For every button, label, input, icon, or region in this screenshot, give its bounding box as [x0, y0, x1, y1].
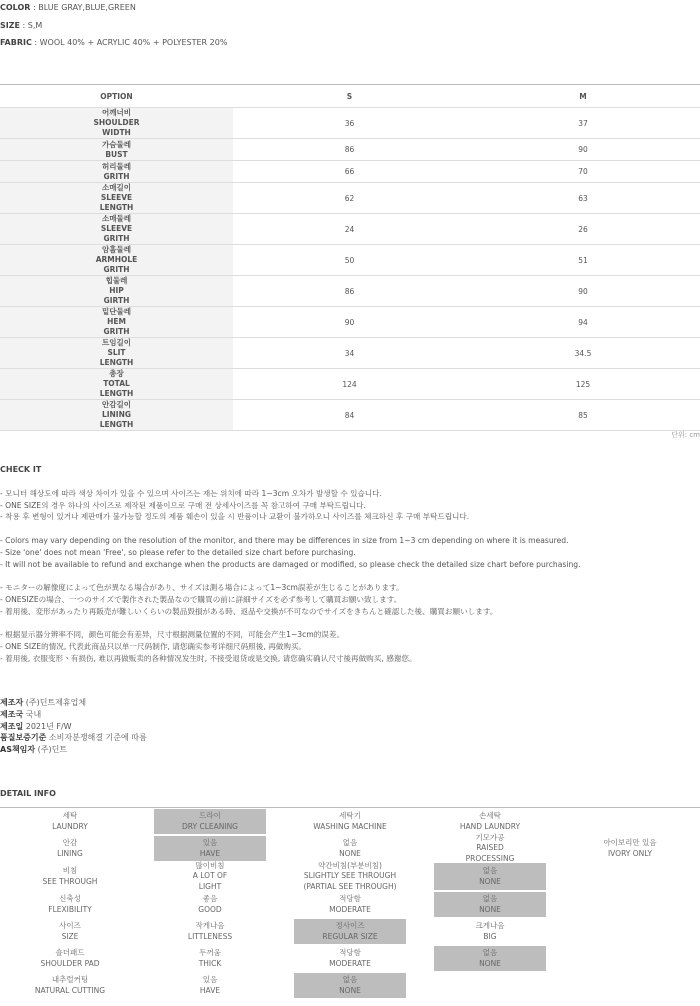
note-line: - Colors may vary depending on the resolution of the monitor, and there may be differences in size from 1~3 cm depending on where it is measured.: [0, 536, 569, 546]
note-line: - 着用後、変形があったり再販売が難しいくらいの製品毀損がある時、返品や交換が不可なのでサイズをきちんと確認した後、購買お願いします。: [0, 606, 498, 616]
note-line: - ONESIZEの場合、一つのサイズで製作された製品なので購買の前に詳細サイズを必ず参考して購買お願い致します。: [0, 594, 402, 604]
detail-option: [434, 832, 546, 863]
detail-category: [0, 946, 140, 971]
detail-kr: 약간비침(부분비침): [318, 860, 382, 870]
size-s-value: 84: [233, 400, 466, 431]
detail-row: [0, 891, 700, 918]
option-label-en: TOTAL: [103, 379, 130, 388]
detail-en: SHOULDER PAD: [40, 958, 100, 968]
option-label-en: BUST: [105, 149, 128, 159]
size-row: [0, 276, 700, 307]
option-label-kr: 힙둘레: [105, 276, 128, 285]
size-m-value: 90: [466, 276, 700, 307]
detail-category: [0, 836, 140, 861]
detail-category: [0, 892, 140, 917]
detail-en: SEE THROUGH: [42, 876, 98, 886]
option-label-en: GRITH: [103, 327, 130, 336]
detail-en: SIZE: [61, 931, 79, 941]
maker-line: [0, 709, 147, 721]
option-label-kr: 어깨너비: [102, 108, 131, 117]
option-label-en: WIDTH: [102, 128, 131, 137]
option-label-en: LINING: [101, 410, 132, 419]
header-size-s: S: [233, 85, 466, 108]
option-label-en: ARMHOLE: [95, 255, 138, 264]
size-s-value: 62: [233, 183, 466, 214]
maker-value: 소비자분쟁해결 기준에 따름: [46, 733, 147, 743]
size-s-value: 34: [233, 338, 466, 369]
size-row: [0, 338, 700, 369]
detail-en: MODERATE: [329, 904, 371, 914]
detail-en: REGULAR SIZE: [322, 931, 378, 941]
detail-en: WASHING MACHINE: [313, 821, 387, 831]
size-s-value: 86: [233, 276, 466, 307]
option-label: [0, 400, 233, 431]
option-label-kr: 총장: [109, 369, 124, 378]
size-m-value: 51: [466, 245, 700, 276]
detail-en: LIGHT: [198, 881, 222, 891]
detail-kr: 있음: [202, 975, 218, 984]
note-line: - 着用後, 衣服变形丶有损伤, 难以再做贩卖的各种情况发生时, 不接受退货或是交换, 请您确实确认尺寸後再做购买, 感谢您。: [0, 653, 417, 663]
note-line: - モニターの解像度によって色が異なる場合があり、サイズは測る場合によって1~3cm誤差が生じることがあります。: [0, 583, 404, 593]
size-s-value: 24: [233, 214, 466, 245]
detail-option: [294, 860, 406, 891]
note-line: - ONE SIZE의 경우 하나의 사이즈로 제작된 제품이므로 구매 전 상세사이즈를 꼭 참고하여 구매 부탁드립니다.: [0, 500, 366, 510]
detail-kr: 내추럴커팅: [51, 975, 89, 984]
spec-value: : S,M: [20, 21, 43, 30]
note-line: - It will not be available to refund and exchange when the products are damaged or modified, so please check the detailed size chart before purchasing.: [0, 559, 581, 569]
detail-kr: 손세탁: [479, 811, 501, 820]
detail-option: [434, 946, 546, 971]
option-label-kr: 암홀둘레: [102, 245, 131, 254]
detail-option: [434, 973, 546, 998]
detail-option: [294, 892, 406, 917]
maker-label: 제조국: [0, 709, 24, 719]
detail-en: DRY CLEANING: [181, 821, 238, 831]
detail-en: NONE: [479, 904, 501, 914]
detail-kr: 신축성: [59, 894, 81, 903]
size-row: [0, 245, 700, 276]
option-label-kr: 안감길이: [102, 400, 131, 409]
maker-line: [0, 744, 147, 756]
unit-label: 단위: cm: [671, 431, 700, 439]
note-line: - ONE SIZE的情况, 代表此商品只以单一尺码制作, 请您确实参考详细尺码照後, 再做购买。: [0, 642, 307, 652]
option-label-en: HEM: [107, 317, 126, 326]
detail-en: NONE: [339, 848, 361, 858]
note-group: [0, 582, 581, 617]
detail-kr: 좋음: [202, 894, 218, 903]
size-m-value: 125: [466, 369, 700, 400]
size-row: [0, 161, 700, 183]
detail-kr: 없음: [482, 866, 498, 875]
option-label: [0, 139, 233, 161]
detail-en: NATURAL CUTTING: [34, 985, 106, 995]
detail-option: [294, 809, 406, 834]
detail-en: BIG: [483, 931, 497, 941]
detail-kr: 기모가공: [475, 832, 505, 842]
size-row: [0, 307, 700, 338]
detail-option: [154, 973, 266, 998]
size-m-value: 70: [466, 161, 700, 183]
note-group: [0, 535, 581, 570]
option-label: [0, 183, 233, 214]
detail-option: [154, 836, 266, 861]
option-label-en: LENGTH: [99, 420, 134, 429]
detail-category: [0, 919, 140, 944]
detail-category: [0, 973, 140, 998]
option-label-kr: 소매둘레: [102, 214, 131, 223]
detail-kr: 적당함: [339, 948, 361, 957]
spec-label: SIZE: [0, 21, 21, 30]
detail-en: NONE: [479, 958, 501, 968]
option-label-en: LENGTH: [99, 389, 134, 398]
option-label-en: GRITH: [103, 234, 130, 243]
option-label-en: SLEEVE: [100, 224, 133, 233]
option-label-kr: 가슴둘레: [102, 139, 131, 149]
detail-kr: 세탁: [62, 811, 78, 820]
maker-label: 제조자: [0, 698, 24, 707]
check-it-title: CHECK IT: [0, 465, 42, 474]
maker-line: [0, 721, 147, 733]
note-line: - 착용 후 변형이 있거나 제판매가 불가능할 정도의 제품 훼손이 있을 시 반품이나 교환이 불가하오니 사이즈를 체크하신 후 구매 부탁드립니다.: [0, 512, 470, 522]
detail-kr: 없음: [342, 838, 358, 847]
detail-en: RAISED: [476, 843, 504, 853]
detail-option: [560, 892, 700, 917]
detail-option: [154, 946, 266, 971]
spec-label: COLOR: [0, 3, 31, 12]
detail-kr: 있음: [202, 838, 218, 847]
size-m-value: 34.5: [466, 338, 700, 369]
option-label-en: SHOULDER: [93, 118, 140, 127]
size-m-value: 26: [466, 214, 700, 245]
detail-en: NONE: [479, 876, 501, 886]
detail-kr: 없음: [482, 948, 498, 957]
option-label-en: LENGTH: [99, 358, 134, 367]
note-line: - 모니터 해상도에 따라 색상 차이가 있을 수 있으며 사이즈는 재는 위치에 따라 1~3cm 오차가 발생할 수 있습니다.: [0, 489, 382, 498]
detail-en: GOOD: [198, 904, 222, 914]
detail-option: [560, 863, 700, 890]
size-m-value: 94: [466, 307, 700, 338]
detail-en: HAND LAUNDRY: [459, 821, 521, 831]
detail-en: SLIGHTLY SEE THROUGH: [303, 871, 397, 881]
check-it-notes: [0, 488, 581, 676]
option-label: [0, 161, 233, 183]
detail-option: [294, 919, 406, 944]
spec-color: [0, 3, 136, 12]
detail-kr: 아이보리만 있음: [603, 838, 657, 847]
option-label-en: GRITH: [103, 171, 130, 181]
option-label: [0, 245, 233, 276]
detail-en: PROCESSING: [465, 853, 515, 863]
size-m-value: 63: [466, 183, 700, 214]
detail-en: FLEXIBILITY: [48, 904, 92, 914]
size-s-value: 66: [233, 161, 466, 183]
detail-en: LINING: [57, 848, 83, 858]
detail-kr: 사이즈: [59, 921, 81, 930]
note-group: [0, 629, 581, 664]
detail-kr: 적당함: [339, 894, 361, 903]
size-row: [0, 369, 700, 400]
note-line: - Size 'one' does not mean 'Free', so please refer to the detailed size chart before purchasing.: [0, 547, 356, 557]
option-label: [0, 338, 233, 369]
size-table-body: [0, 108, 700, 431]
detail-option: [434, 863, 546, 890]
detail-option: [434, 892, 546, 917]
option-label-kr: 밑단둘레: [102, 307, 131, 316]
detail-option: [560, 809, 700, 834]
detail-kr: 많이비침: [195, 860, 225, 870]
option-label-kr: 소매길이: [102, 183, 131, 192]
maker-value: 2021년 F/W: [23, 721, 72, 731]
detail-option: [154, 809, 266, 834]
detail-en: HAVE: [199, 848, 221, 858]
detail-option: [154, 860, 266, 891]
size-table: [0, 84, 700, 431]
detail-kr: 비침: [62, 866, 78, 875]
maker-line: [0, 697, 147, 709]
detail-kr: 세탁기: [339, 811, 361, 820]
size-m-value: 37: [466, 108, 700, 139]
spec-label: FABRIC: [0, 38, 32, 47]
size-m-value: 90: [466, 139, 700, 161]
detail-option: [434, 919, 546, 944]
note-group: [0, 488, 581, 523]
detail-kr: 없음: [482, 894, 498, 903]
detail-row: [0, 808, 700, 835]
detail-kr: 드라이: [199, 811, 221, 820]
detail-row: [0, 972, 700, 999]
detail-row: [0, 918, 700, 945]
detail-option: [560, 946, 700, 971]
option-label-en: GIRTH: [103, 296, 130, 305]
detail-kr: 안감: [62, 838, 78, 847]
detail-option: [154, 892, 266, 917]
detail-en: LITTLENESS: [187, 931, 233, 941]
detail-option: [294, 836, 406, 861]
maker-line: [0, 732, 147, 744]
option-label: [0, 108, 233, 139]
option-label-kr: 트임길이: [102, 338, 131, 347]
detail-en: NONE: [339, 985, 361, 995]
detail-option: [154, 919, 266, 944]
size-row: [0, 400, 700, 431]
detail-en: IVORY ONLY: [607, 848, 653, 858]
option-label: [0, 369, 233, 400]
maker-value: (주)딘트: [35, 745, 68, 755]
size-m-value: 85: [466, 400, 700, 431]
detail-row: [0, 862, 700, 891]
maker-value: 국내: [23, 709, 42, 719]
option-label-en: SLEEVE: [100, 193, 133, 202]
size-row: [0, 108, 700, 139]
spec-size: [0, 21, 42, 30]
detail-en: A LOT OF: [192, 871, 228, 881]
option-label: [0, 214, 233, 245]
maker-label: 품질보증기준: [0, 733, 47, 743]
detail-en: MODERATE: [329, 958, 371, 968]
detail-kr: 숄더패드: [55, 948, 85, 957]
detail-category: [0, 863, 140, 890]
option-label-en: SLIT: [107, 348, 126, 357]
detail-category: [0, 809, 140, 834]
detail-en: (PARTIAL SEE THROUGH): [303, 881, 397, 891]
size-s-value: 124: [233, 369, 466, 400]
size-table-header: [0, 85, 700, 108]
detail-option: [294, 973, 406, 998]
size-row: [0, 139, 700, 161]
size-s-value: 36: [233, 108, 466, 139]
size-s-value: 90: [233, 307, 466, 338]
detail-kr: 없음: [342, 975, 358, 984]
detail-option: [560, 836, 700, 861]
note-line: - 根据显示器分辨率不同，颜色可能会有差异，尺寸根据测量位置的不同，可能会产生1~3cm的误差。: [0, 630, 345, 640]
size-s-value: 86: [233, 139, 466, 161]
detail-option: [560, 919, 700, 944]
size-row: [0, 183, 700, 214]
option-label-en: LENGTH: [99, 203, 134, 212]
detail-option: [560, 973, 700, 998]
option-label-en: GRITH: [103, 265, 130, 274]
maker-info: [0, 697, 147, 756]
size-row: [0, 214, 700, 245]
detail-info-title: DETAIL INFO: [0, 789, 56, 798]
spec-value: : WOOL 40% + ACRYLIC 40% + POLYESTER 20%: [31, 38, 228, 47]
option-label: [0, 307, 233, 338]
header-option: OPTION: [0, 85, 233, 108]
option-label-kr: 허리둘레: [102, 161, 131, 171]
detail-en: THICK: [198, 958, 222, 968]
detail-en: LAUNDRY: [52, 821, 88, 831]
option-label-en: HIP: [109, 286, 124, 295]
detail-en: HAVE: [199, 985, 221, 995]
detail-info-grid: [0, 807, 700, 999]
detail-row: [0, 945, 700, 972]
detail-option: [294, 946, 406, 971]
maker-label: 제조일: [0, 721, 24, 731]
detail-kr: 두꺼움: [199, 948, 221, 957]
detail-row: [0, 832, 700, 863]
header-size-m: M: [466, 85, 700, 108]
maker-label: AS책임자: [0, 745, 36, 755]
detail-kr: 정사이즈: [335, 921, 365, 930]
detail-kr: 작게나옴: [195, 921, 225, 930]
maker-value: (주)딘트제휴업체: [23, 698, 87, 707]
option-label: [0, 276, 233, 307]
size-s-value: 50: [233, 245, 466, 276]
detail-kr: 크게나옴: [475, 921, 505, 930]
detail-option: [434, 809, 546, 834]
spec-fabric: [0, 38, 227, 47]
spec-value: : BLUE GRAY,BLUE,GREEN: [30, 3, 136, 12]
